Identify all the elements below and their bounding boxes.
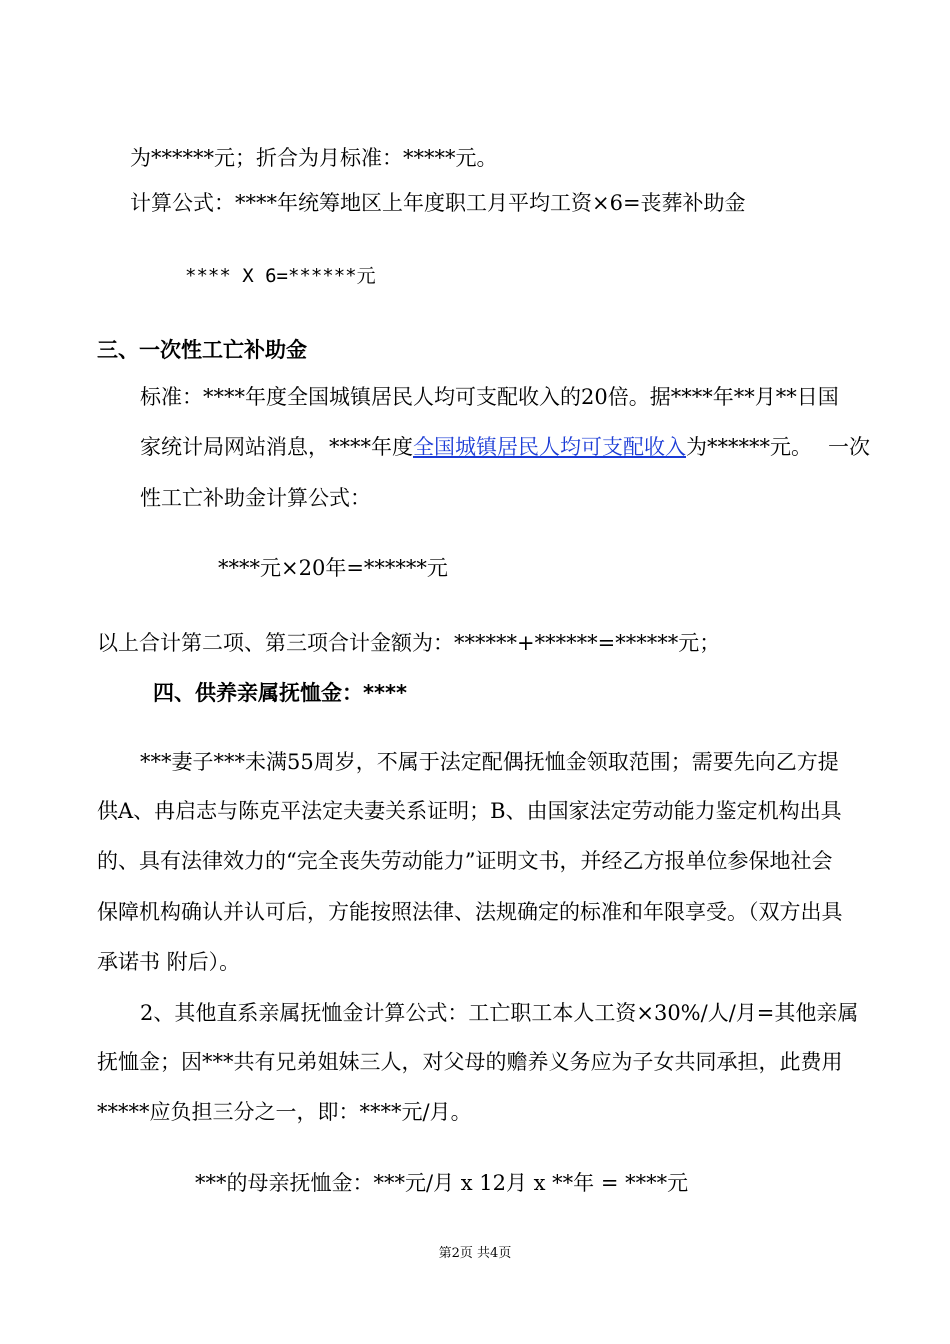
text-line: 抚恤金；因***共有兄弟姐妹三人，对父母的赡养义务应为子女共同承担，此费用	[97, 1050, 843, 1074]
text-line: 为******元；折合为月标准：*****元。	[130, 146, 498, 170]
total-line: 以上合计第二项、第三项合计金额为：******+******=******元；	[97, 631, 721, 655]
section-heading-4: 四、供养亲属抚恤金：****	[153, 681, 407, 705]
income-link[interactable]: 全国城镇居民人均可支配收入	[413, 435, 686, 459]
text-line: 供A、冉启志与陈克平法定夫妻关系证明；B、由国家法定劳动能力鉴定机构出具	[97, 799, 842, 823]
formula-result: ***的母亲抚恤金：***元/月 x 12月 x **年 = ****元	[195, 1171, 689, 1195]
text-span: 家统计局网站消息，****年度	[140, 435, 413, 459]
text-line	[140, 434, 812, 460]
text-line: *****应负担三分之一，即：****元/月。	[97, 1100, 472, 1124]
text-span: 为******元。	[686, 435, 812, 459]
text-line: 保障机构确认并认可后，方能按照法律、法规确定的标准和年限享受。（双方出具	[97, 900, 843, 924]
page-footer: 第2页 共4页	[438, 1246, 512, 1261]
text-line: 承诺书 附后）。	[97, 950, 241, 974]
formula-result: **** X 6=******元	[185, 265, 376, 287]
text-line: ***妻子***未满55周岁，不属于法定配偶抚恤金领取范围；需要先向乙方提	[140, 750, 839, 774]
text-line: 一次	[828, 435, 870, 459]
formula-result: ****元×20年=******元	[218, 556, 448, 580]
section-heading-3: 三、一次性工亡补助金	[97, 338, 307, 362]
text-line: 标准：****年度全国城镇居民人均可支配收入的20倍。据****年**月**日国	[140, 385, 839, 409]
formula-line: 计算公式：****年统筹地区上年度职工月平均工资×6=丧葬补助金	[130, 191, 746, 215]
text-line: 2、其他直系亲属抚恤金计算公式：工亡职工本人工资×30%/人/月=其他亲属	[140, 1001, 859, 1025]
text-line: 性工亡补助金计算公式：	[140, 486, 371, 510]
text-line: 的、具有法律效力的“完全丧失劳动能力”证明文书，并经乙方报单位参保地社会	[97, 849, 833, 873]
